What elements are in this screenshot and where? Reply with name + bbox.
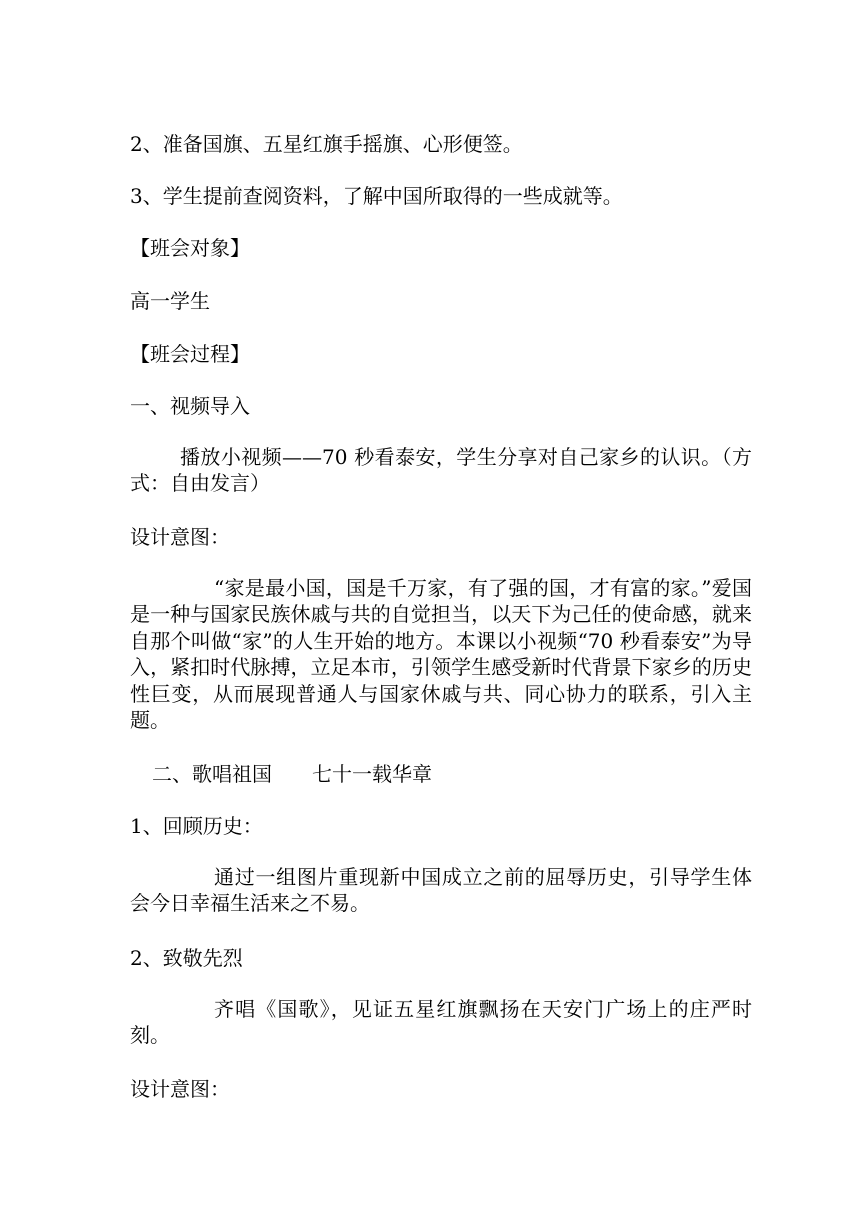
review-history-label: 1、回顾历史： xyxy=(130,814,263,838)
history-paragraph: 通过一组图片重现新中国成立之前的屈辱历史，引导学生体会今日幸福生活来之不易。 xyxy=(130,865,752,916)
anthem-paragraph: 齐唱《国歌》，见证五星红旗飘扬在天安门广场上的庄严时刻。 xyxy=(130,997,752,1048)
video-intro-paragraph: 播放小视频——70 秒看泰安，学生分享对自己家乡的认识。（方式：自由发言） xyxy=(130,445,752,496)
section-sing-motherland: 二、歌唱祖国 七十一载华章 xyxy=(152,762,432,786)
prep-item-3: 3、学生提前查阅资料，了解中国所取得的一些成就等。 xyxy=(130,184,623,208)
prep-item-2: 2、准备国旗、五星红旗手摇旗、心形便签。 xyxy=(130,132,523,156)
design-intent-label-1: 设计意图： xyxy=(130,525,230,549)
heading-class-target: 【班会对象】 xyxy=(130,236,250,260)
section-video-intro: 一、视频导入 xyxy=(130,394,250,418)
heading-class-process: 【班会过程】 xyxy=(130,342,250,366)
salute-martyrs-label: 2、致敬先烈 xyxy=(130,946,243,970)
design-intent-paragraph-1: “家是最小国，国是千万家，有了强的国，才有富的家。”爱国是一种与国家民族休戚与共的自觉担当，以天下为己任的使命感，就来自那个叫做“家”的人生开始的地方。本课以小视频“70 秒看泰安”为导入，紧扣时代脉搏，立足本市，引领学生感受新时代背景下家乡的历史性巨变，从而展现普通人与国家休戚与共、同心协力的联系，引入主题。 xyxy=(130,576,752,733)
class-target-value: 高一学生 xyxy=(130,289,210,313)
design-intent-label-2: 设计意图： xyxy=(130,1077,230,1101)
